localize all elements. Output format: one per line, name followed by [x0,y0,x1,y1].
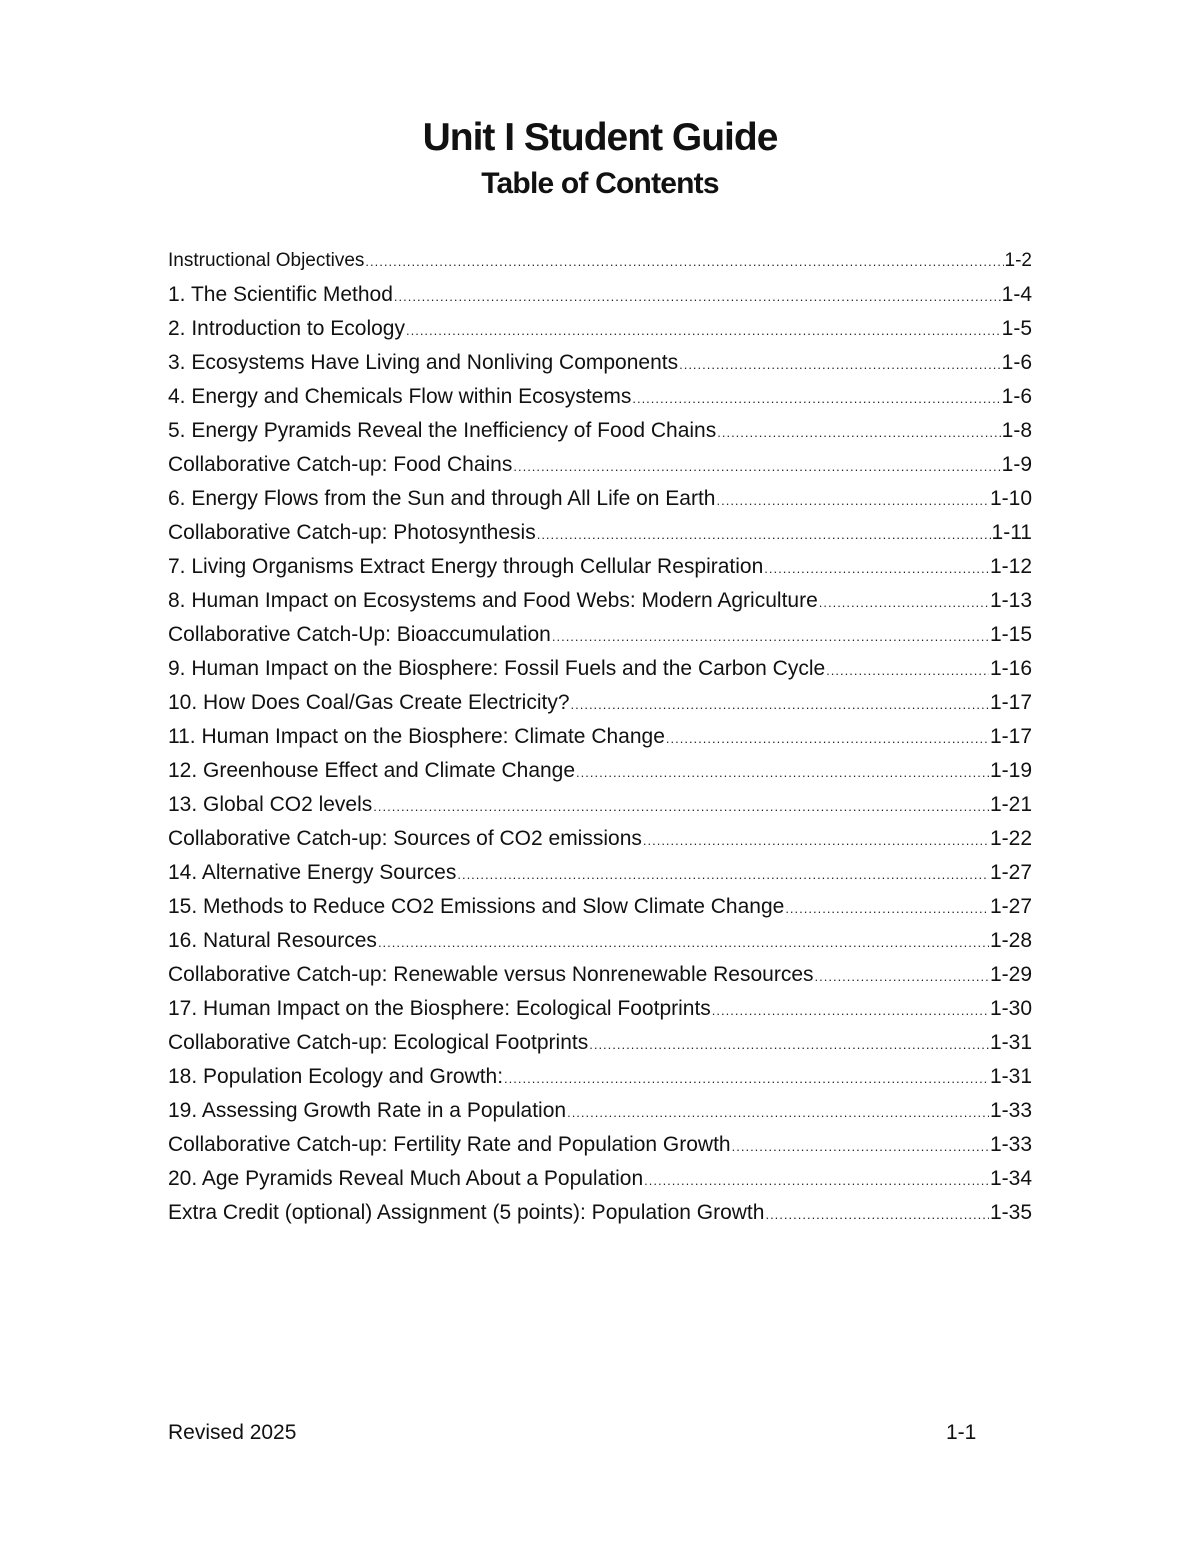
toc-entry-label: 20. Age Pyramids Reveal Much About a Population [168,1167,644,1190]
toc-entry-label: Collaborative Catch-up: Ecological Footprints [168,1031,589,1054]
toc-entry-page: 1-19 [989,759,1032,782]
toc-dot-leader [819,586,989,618]
toc-dot-leader [815,960,989,992]
toc-entry[interactable] [168,584,1032,618]
toc-entry[interactable] [168,924,1032,958]
toc-entry[interactable] [168,890,1032,924]
toc-entry[interactable] [168,1162,1032,1196]
toc-entry-label: 14. Alternative Energy Sources [168,861,457,884]
toc-entry-page: 1-15 [989,623,1032,646]
toc-entry-label: 12. Greenhouse Effect and Climate Change [168,759,576,782]
toc-entry-page: 1-9 [1001,453,1032,476]
toc-entry-label: Collaborative Catch-up: Fertility Rate and Population Growth [168,1133,731,1156]
toc-entry[interactable] [168,1196,1032,1230]
toc-entry-page: 1-27 [989,895,1032,918]
toc-entry-page: 1-4 [1001,283,1032,306]
toc-dot-leader [589,1028,989,1060]
toc-entry-objectives[interactable] [168,244,1032,278]
toc-entry-page: 1-34 [989,1167,1032,1190]
toc-entry[interactable] [168,312,1032,346]
toc-dot-leader [826,654,989,686]
toc-entry-page: 1-8 [1001,419,1032,442]
toc-dot-leader [632,382,1000,414]
toc-entry-page: 1-6 [1001,385,1032,408]
toc-entry[interactable] [168,1128,1032,1162]
toc-dot-leader [712,994,989,1026]
toc-entry[interactable] [168,482,1032,516]
toc-entry-label: 17. Human Impact on the Biosphere: Ecological Footprints [168,997,711,1020]
toc-dot-leader [537,518,991,550]
toc-entry[interactable] [168,550,1032,584]
toc-entry-label: 1. The Scientific Method [168,283,393,306]
toc-entry-label: 13. Global CO2 levels [168,793,373,816]
toc-entry-label: 2. Introduction to Ecology [168,317,405,340]
toc-entry-page: 1-12 [989,555,1032,578]
toc-entry-label: 16. Natural Resources [168,929,377,952]
toc-dot-leader [716,484,988,516]
toc-dot-leader [717,416,1000,448]
toc-entry-page: 1-6 [1001,351,1032,374]
toc-entry-page: 1-17 [989,725,1032,748]
toc-entry[interactable] [168,1060,1032,1094]
toc-dot-leader [373,790,989,822]
toc-entry-page: 1-13 [989,589,1032,612]
toc-dot-leader [457,858,989,890]
toc-entry[interactable] [168,686,1032,720]
toc-entry-label: 4. Energy and Chemicals Flow within Ecosystems [168,385,632,408]
revision-note: Revised 2025 [168,1421,297,1444]
toc-entry-page: 1-33 [989,1099,1032,1122]
toc-dot-leader [576,756,989,788]
table-of-contents [168,244,1032,1230]
toc-entry-label: 9. Human Impact on the Biosphere: Fossil Fuels and the Carbon Cycle [168,657,826,680]
page-number: 1-1 [946,1421,977,1444]
toc-entry-page: 1-2 [1004,250,1032,271]
toc-entry-label: Collaborative Catch-up: Food Chains [168,453,513,476]
toc-dot-leader [732,1130,989,1162]
toc-dot-leader [785,892,989,924]
toc-dot-leader [504,1062,989,1094]
toc-entry[interactable] [168,380,1032,414]
toc-dot-leader [666,722,989,754]
toc-entry[interactable] [168,754,1032,788]
toc-entry[interactable] [168,788,1032,822]
toc-dot-leader [644,1164,989,1196]
toc-entry[interactable] [168,448,1032,482]
toc-entry-page: 1-33 [989,1133,1032,1156]
toc-entry-label: Instructional Objectives [168,250,365,271]
toc-entry[interactable] [168,414,1032,448]
toc-entry-label: Collaborative Catch-up: Sources of CO2 emissions [168,827,642,850]
toc-dot-leader [571,688,989,720]
toc-entry-label: Collaborative Catch-Up: Bioaccumulation [168,623,551,646]
toc-entry[interactable] [168,346,1032,380]
toc-entry-page: 1-31 [989,1065,1032,1088]
toc-entry[interactable] [168,278,1032,312]
toc-dot-leader [378,926,989,958]
toc-entry-page: 1-21 [989,793,1032,816]
toc-entry[interactable] [168,958,1032,992]
toc-entry-page: 1-5 [1001,317,1032,340]
toc-dot-leader [643,824,989,856]
toc-entry[interactable] [168,856,1032,890]
toc-dot-leader [764,552,989,584]
toc-entry-label: 8. Human Impact on Ecosystems and Food Webs: Modern Agriculture [168,589,818,612]
toc-entry-page: 1-35 [989,1201,1032,1224]
toc-dot-leader [394,280,1001,312]
page-subtitle: Table of Contents [481,167,719,200]
toc-entry-page: 1-30 [989,997,1032,1020]
toc-entry-label: 7. Living Organisms Extract Energy through Cellular Respiration [168,555,764,578]
toc-dot-leader [406,314,1001,346]
toc-entry-page: 1-22 [989,827,1032,850]
toc-entry-page: 1-16 [989,657,1032,680]
toc-entry-page: 1-10 [989,487,1032,510]
toc-entry[interactable] [168,1026,1032,1060]
toc-entry-page: 1-17 [989,691,1032,714]
toc-entry-label: 19. Assessing Growth Rate in a Population [168,1099,567,1122]
toc-dot-leader [765,1198,989,1230]
toc-entry[interactable] [168,992,1032,1026]
toc-dot-leader [365,245,1003,278]
toc-entry-label: 5. Energy Pyramids Reveal the Inefficiency of Food Chains [168,419,717,442]
toc-entry-page: 1-28 [989,929,1032,952]
toc-dot-leader [679,348,1001,380]
toc-entry[interactable] [168,516,1032,550]
toc-entry-label: 18. Population Ecology and Growth: [168,1065,504,1088]
toc-dot-leader [552,620,989,652]
toc-entry-page: 1-29 [989,963,1032,986]
page-title: Unit I Student Guide [422,116,778,159]
toc-entry-page: 1-31 [989,1031,1032,1054]
toc-dot-leader [513,450,1000,482]
toc-entry-label: 3. Ecosystems Have Living and Nonliving Components [168,351,679,374]
toc-entry[interactable] [168,618,1032,652]
toc-entry-label: 10. How Does Coal/Gas Create Electricity? [168,691,570,714]
toc-entry[interactable] [168,720,1032,754]
toc-entry-label: 15. Methods to Reduce CO2 Emissions and Slow Climate Change [168,895,785,918]
toc-dot-leader [567,1096,989,1128]
toc-entry-page: 1-11 [991,521,1032,544]
toc-entry-label: 11. Human Impact on the Biosphere: Climate Change [168,725,665,748]
toc-entry-label: Collaborative Catch-up: Photosynthesis [168,521,536,544]
toc-entry-page: 1-27 [989,861,1032,884]
toc-entry-label: 6. Energy Flows from the Sun and through All Life on Earth [168,487,716,510]
toc-entry-label: Extra Credit (optional) Assignment (5 points): Population Growth [168,1201,765,1224]
toc-entry-label: Collaborative Catch-up: Renewable versus Nonrenewable Resources [168,963,814,986]
toc-entry[interactable] [168,822,1032,856]
toc-entry[interactable] [168,1094,1032,1128]
toc-entry[interactable] [168,652,1032,686]
